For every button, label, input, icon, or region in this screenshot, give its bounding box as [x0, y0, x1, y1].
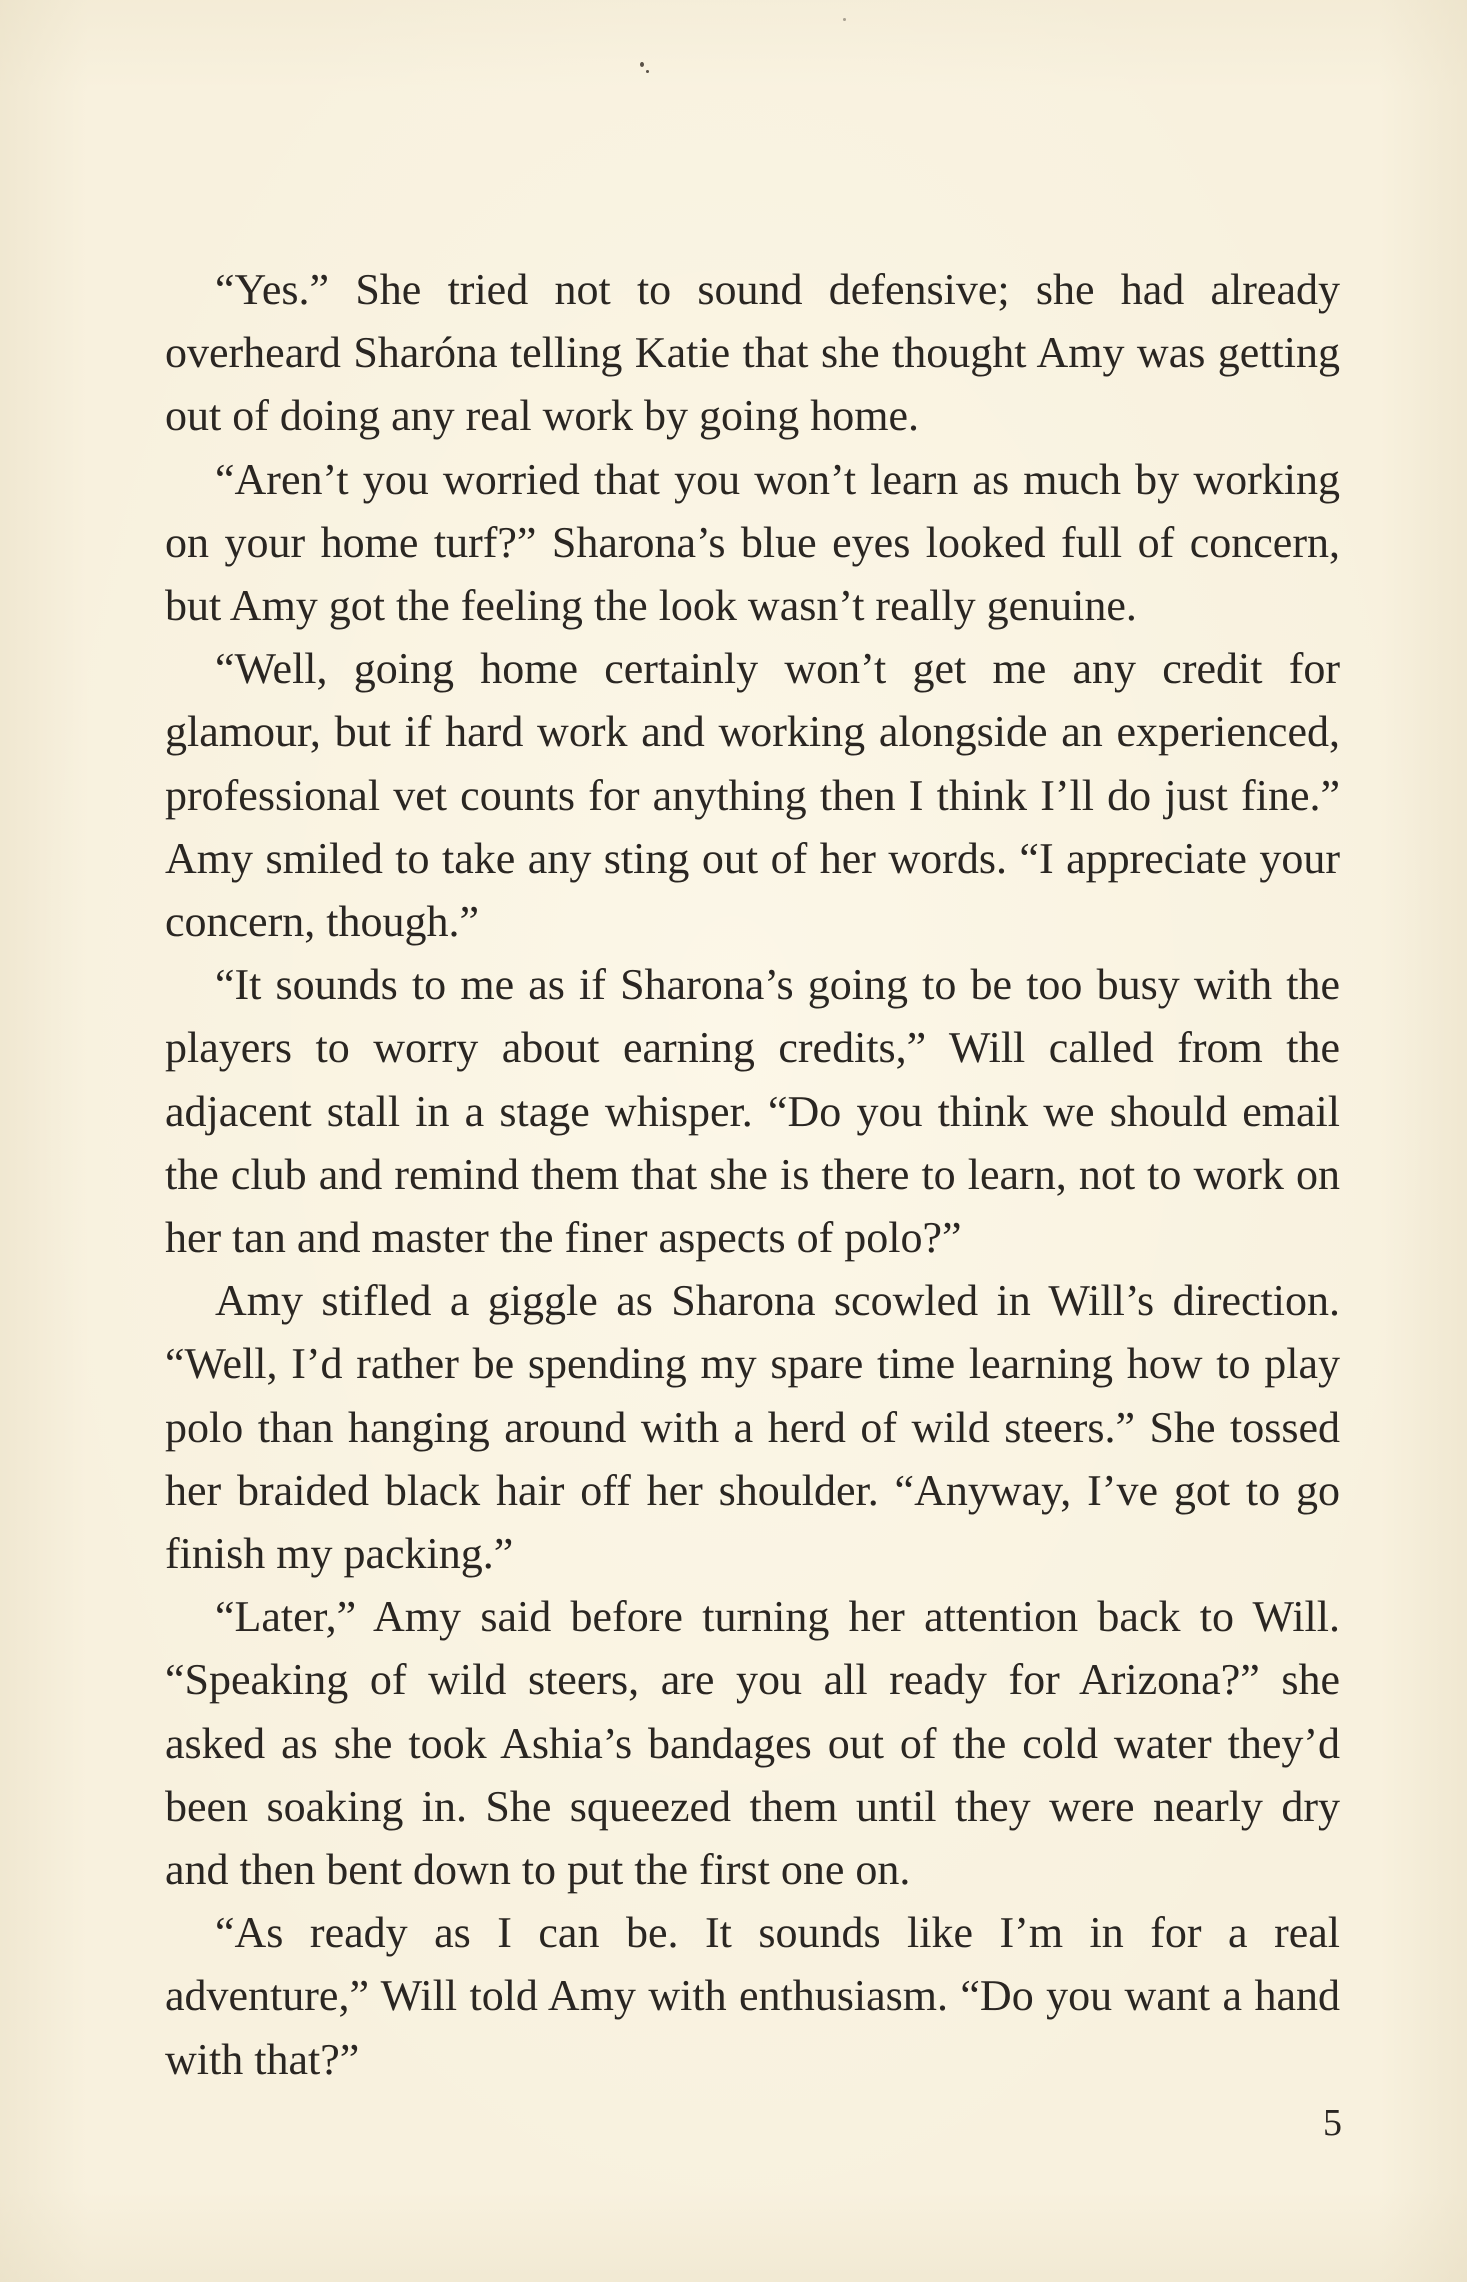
ink-speck: [843, 18, 846, 21]
paragraph: “Yes.” She tried not to sound defensive; she had already overheard Sharóna telling Katie that she thought Amy was getting out of doing any real work by going home.: [165, 265, 1340, 441]
ink-speck: [646, 70, 649, 73]
page-number: 5: [1323, 2102, 1342, 2144]
paragraph: “Well, going home certainly won’t get me any credit for glamour, but if hard work and working alongside an experienced, professional vet counts for anything then I think I’ll do just fine.” Amy smiled to take any sting out of her words. “I appreciate your concern, though.”: [165, 644, 1340, 947]
paragraph: Amy stifled a giggle as Sharona scowled in Will’s direction. “Well, I’d rather be spending my spare time learning how to play polo than hanging around with a herd of wild steers.” She tossed her braided black hair off her shoulder. “Anyway, I’ve got to go finish my packing.”: [165, 1276, 1340, 1579]
paragraph: “It sounds to me as if Sharona’s going to be too busy with the players to worry about earning credits,” Will called from the adjacent stall in a stage whisper. “Do you think we should email the club and remind them that she is there to learn, not to work on her tan and master the finer aspects of polo?”: [165, 960, 1340, 1263]
body-text: [165, 258, 1340, 2091]
paragraph: “Aren’t you worried that you won’t learn as much by working on your home turf?” Sharona’s blue eyes looked full of concern, but Amy got the feeling the look wasn’t really genuine.: [165, 454, 1340, 631]
ink-speck: [640, 62, 644, 67]
paragraph: “As ready as I can be. It sounds like I’m in for a real adventure,” Will told Amy with enthusiasm. “Do you want a hand with that?”: [165, 1908, 1340, 2084]
paragraph: “Later,” Amy said before turning her attention back to Will. “Speaking of wild steers, are you all ready for Arizona?” she asked as she took Ashia’s bandages out of the cold water they’d been soaking in. She squeezed them until they were nearly dry and then bent down to put the first one on.: [165, 1592, 1340, 1895]
